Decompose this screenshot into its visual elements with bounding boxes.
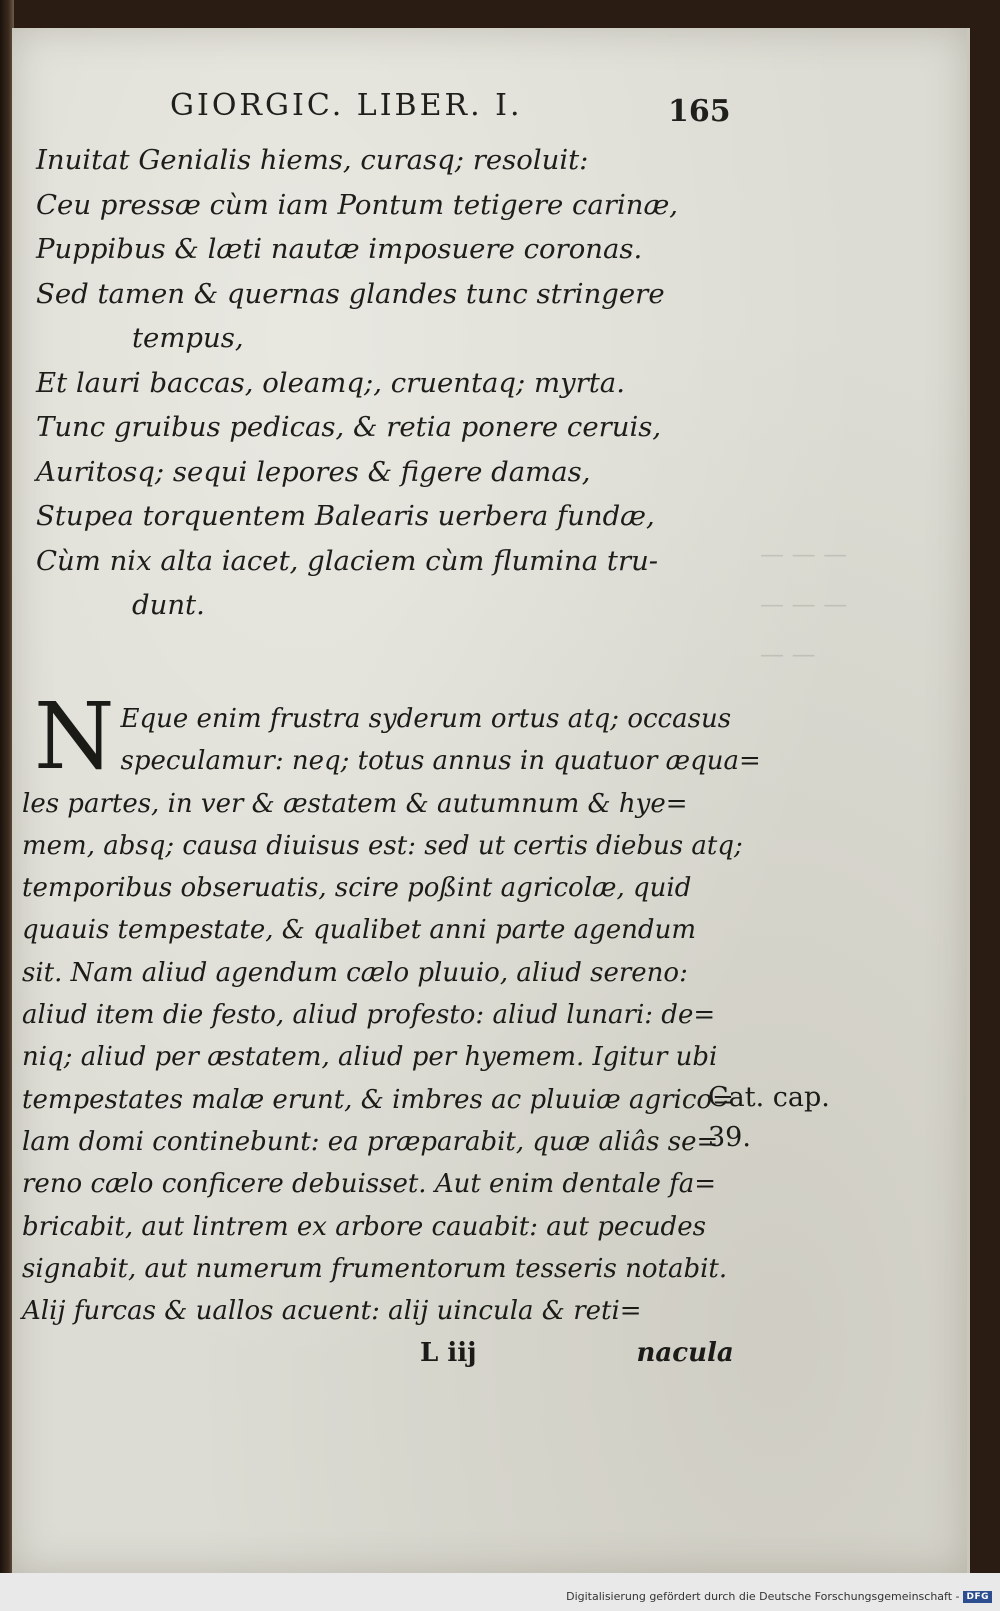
prose-line: sit. Nam aliud agendum cælo pluuio, aliud sereno: (22, 957, 688, 988)
verse-line: Cùm nix alta iacet, glaciem cùm flumina tru- (36, 544, 659, 577)
drop-capital: N (34, 683, 115, 790)
dfg-logo: DFG (963, 1591, 992, 1603)
prose-line: bricabit, aut lintrem ex arbore cauabit: aut pecudes (22, 1211, 706, 1242)
signature-mark: L iij (420, 1338, 477, 1369)
prose-line: aliud item die festo, aliud profesto: aliud lunari: de= (22, 1000, 716, 1031)
prose-line: speculamur: neq; totus annus in quatuor æqua= (120, 746, 761, 777)
prose-line: signabit, aut numerum frumentorum tesseris notabit. (22, 1253, 728, 1284)
verse-line: Stupea torquentem Balearis uerbera fundæ, (36, 500, 655, 532)
prose-line: Alij furcas & uallos acuent: alij uincula & reti= (22, 1296, 642, 1327)
verse-line: Inuitat Genialis hiems, curasq; resoluit: (36, 144, 589, 176)
prose-line: mem, absq; causa diuisus est: sed ut certis diebus atq; (22, 830, 743, 861)
prose-line: reno cælo conficere debuisset. Aut enim dentale fa= (22, 1169, 717, 1200)
verse-line: Puppibus & læti nautæ imposuere coronas. (36, 233, 643, 265)
prose-line: quauis tempestate, & qualibet anni parte agendum (22, 915, 696, 946)
marginal-note-line: Cat. cap. (708, 1082, 830, 1113)
signature-line (22, 1332, 734, 1374)
prose-line: niq; aliud per æstatem, aliud per hyemem. Igitur ubi (22, 1042, 718, 1073)
prose-line: lam domi continebunt: ea præparabit, quæ aliâs se= (22, 1126, 719, 1157)
running-head: GIORGIC. LIBER. I. (170, 88, 523, 123)
prose-line: tempestates malæ erunt, & imbres ac pluuiæ agrico= (22, 1084, 734, 1115)
verse-line-continuation: dunt. (132, 589, 205, 621)
verse-line: Sed tamen & quernas glandes tunc stringere (36, 277, 665, 310)
verse-line: Auritosq; sequi lepores & figere damas, (36, 455, 591, 488)
prose-line: temporibus obseruatis, scire poßint agricolæ, quid (22, 873, 692, 904)
page-number: 165 (668, 94, 731, 129)
verse-line: Et lauri baccas, oleamq;, cruentaq; myrta. (36, 366, 625, 399)
verse-block (36, 138, 736, 628)
prose-line: les partes, in ver & æstatem & autumnum & hye= (22, 788, 688, 819)
verse-line-continuation: tempus, (132, 322, 244, 354)
funding-notice (566, 1590, 992, 1603)
marginal-note-line: 39. (708, 1122, 751, 1153)
verse-line: Tunc gruibus pedicas, & retia ponere ceruis, (36, 411, 662, 443)
verse-line: Ceu pressæ cùm iam Pontum tetigere carinæ, (36, 188, 679, 221)
catchword: nacula (636, 1338, 734, 1369)
prose-line: Eque enim frustra syderum ortus atq; occasus (120, 704, 732, 734)
funding-notice-text: Digitalisierung gefördert durch die Deutsche Forschungsgemeinschaft - (566, 1590, 960, 1603)
marginal-note (708, 1078, 830, 1158)
